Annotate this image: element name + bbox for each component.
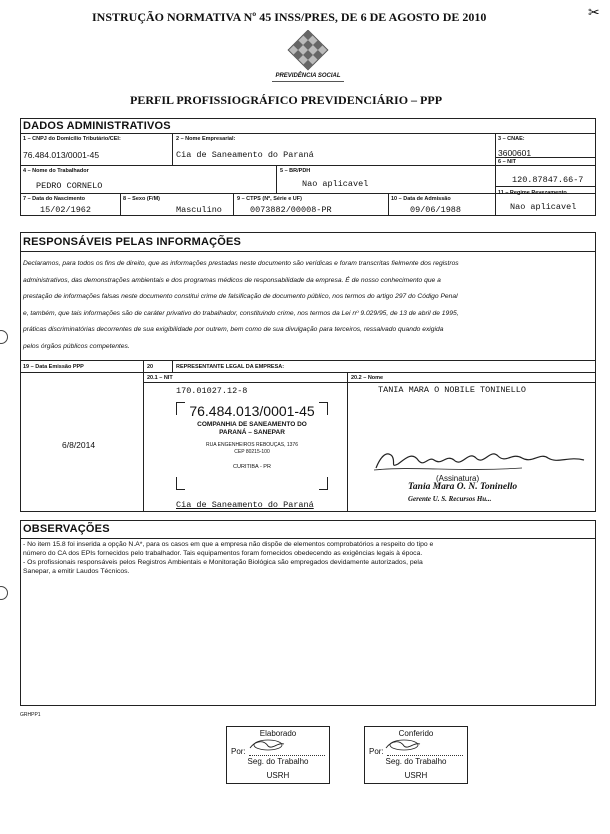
- declaration-line: pelos órgãos públicos competentes.: [23, 342, 130, 350]
- representante-label: REPRESENTANTE LEGAL DA EMPRESA:: [176, 364, 285, 370]
- campo-20-label: 20: [147, 364, 154, 370]
- nome-empresarial-value: Cia de Saneamento do Paraná: [176, 150, 314, 160]
- nit-representante-label: 20.1 – NIT: [147, 375, 173, 381]
- observacao-line: Sanepar, a emitir Laudos Técnicos.: [23, 568, 130, 575]
- data-admissao-value: 09/06/1988: [410, 205, 462, 215]
- corner-mark: ✂: [588, 4, 600, 20]
- dados-section-title: DADOS ADMINISTRATIVOS: [23, 120, 171, 132]
- declaration-text: [23, 256, 593, 355]
- nome-representante-value: TANIA MARA O NOBILE TONINELLO: [378, 385, 526, 395]
- form-code: GRHPP1: [20, 712, 41, 718]
- conferido-line: USRH: [404, 771, 428, 780]
- form-title: PERFIL PROFISSIOGRÁFICO PREVIDENCIÁRIO – PPP: [130, 93, 443, 107]
- stamp-line: PARANÁ – SANEPAR: [219, 429, 285, 436]
- data-emissao-label: 19 – Data Emissão PPP: [23, 364, 84, 370]
- declaration-line: prestação de informações falsas neste documento constitui crime de falsificação de documento público, nos termos do artigo 297 do Código Penal: [23, 293, 458, 300]
- signer-role: Gerente U. S. Recursos Hu...: [408, 495, 492, 503]
- company-stamp: [172, 402, 332, 496]
- cnpj-label: 1 – CNPJ do Domicílio Tributário/CEI:: [23, 136, 121, 142]
- cnpj-value: 76.484.013/0001-45: [23, 150, 100, 160]
- declaration-line: práticas discriminatórias decorrentes de sua exigibilidade por outrem, bem como de sua divulgação para terceiros, ressalvado quando exigida: [23, 326, 444, 333]
- sexo-label: 8 – Sexo (F/M): [123, 196, 160, 202]
- observacoes-section-title: OBSERVAÇÕES: [23, 523, 110, 535]
- binder-hole: [0, 330, 8, 344]
- data-nascimento-value: 15/02/1962: [40, 205, 92, 215]
- ctps-value: 0073882/00008-PR: [250, 205, 332, 215]
- data-admissao-label: 10 – Data de Admissão: [391, 196, 451, 202]
- declaration-line: administrativos, das demonstrações ambientais e dos programas médicos de responsabilidade da empresa. É de nosso conhecimento que a: [23, 276, 441, 284]
- nome-empresarial-label: 2 – Nome Empresarial:: [176, 136, 236, 142]
- conferido-line: Seg. do Trabalho: [385, 757, 447, 766]
- declaration-line: Declaramos, para todos os fins de direito, que as informações prestadas neste documento são verídicas e foram transcritas fielmente dos registros: [23, 260, 459, 267]
- stamp-line: RUA ENGENHEIROS REBOUÇAS, 1376: [206, 442, 298, 448]
- initials-mark: [248, 738, 288, 757]
- responsaveis-section-title: RESPONSÁVEIS PELAS INFORMAÇÕES: [23, 236, 242, 248]
- cnae-value: 3600601: [498, 148, 532, 158]
- observacao-line: - No item 15.8 foi inserida a opção N.A*, para os casos em que a empresa não dispõe de elementos comprobatórios a respeito do tipo e: [23, 541, 434, 548]
- conferido-title: Conferido: [398, 729, 434, 738]
- observacoes-text: [23, 540, 593, 576]
- cnae-label: 3 – CNAE:: [498, 136, 525, 142]
- regime-label: 11 – Regime Revezamento: [498, 190, 567, 196]
- nome-trabalhador-value: PEDRO CORNELO: [36, 181, 103, 191]
- conferido-por-label: Por:: [369, 747, 384, 756]
- logo-text: PREVIDÊNCIA SOCIAL: [275, 73, 341, 79]
- nome-representante-label: 20.2 – Nome: [351, 375, 384, 381]
- data-emissao-value: 6/8/2014: [62, 440, 96, 450]
- stamp-line: COMPANHIA DE SANEAMENTO DO: [197, 421, 307, 428]
- stamp-cnpj: 76.484.013/0001-45: [189, 403, 315, 419]
- signer-name: Tania Mara O. N. Toninello: [408, 482, 518, 492]
- binder-hole: [0, 586, 8, 600]
- declaration-line: e, também, que tais informações são de caráter privativo do trabalhador, constituindo crime, nos termos da Lei nº 9.029/95, de 13 de abril de 1995,: [23, 309, 459, 317]
- br-pdh-value: Nao aplicavel: [302, 179, 369, 189]
- elaborado-line: USRH: [266, 771, 290, 780]
- elaborado-por-label: Por:: [231, 747, 246, 756]
- data-nascimento-label: 7 – Data do Nascimento: [23, 196, 86, 202]
- nit-label: 6 – NIT: [498, 159, 517, 165]
- nit-representante-value: 170.01027.12-8: [176, 386, 248, 396]
- br-pdh-label: 5 – BR/PDH: [280, 168, 311, 174]
- company-name: Cia de Saneamento do Paraná: [176, 500, 314, 510]
- logo-rule: [272, 81, 344, 82]
- elaborado-line: Seg. do Trabalho: [247, 757, 309, 766]
- sexo-value: Masculino: [176, 205, 222, 215]
- signature: [372, 438, 592, 474]
- stamp-line: CEP 80215-100: [234, 449, 270, 455]
- observacao-line: - Os profissionais responsáveis pelos Registros Ambientais e Monitoração Biológica são empregados devidamente autorizados, pela: [23, 559, 423, 566]
- ctps-label: 9 – CTPS (Nº, Série e UF): [237, 196, 302, 202]
- nome-trabalhador-label: 4 – Nome do Trabalhador: [23, 168, 89, 174]
- nit-value: 120.87847.66-7: [512, 175, 584, 185]
- stamp-line: CURITIBA - PR: [233, 464, 271, 470]
- signature-caption: (Assinatura): [436, 474, 480, 483]
- observacao-line: número do CA dos EPIs fornecidos pelo trabalhador. Tais equipamentos foram fornecidos obedecendo as exigências legais à época.: [23, 550, 423, 557]
- elaborado-title: Elaborado: [259, 729, 297, 738]
- document-title: INSTRUÇÃO NORMATIVA Nº 45 INSS/PRES, DE 6 DE AGOSTO DE 2010: [92, 10, 487, 24]
- regime-value: Nao aplicavel: [510, 202, 577, 212]
- initials-mark: [384, 738, 424, 757]
